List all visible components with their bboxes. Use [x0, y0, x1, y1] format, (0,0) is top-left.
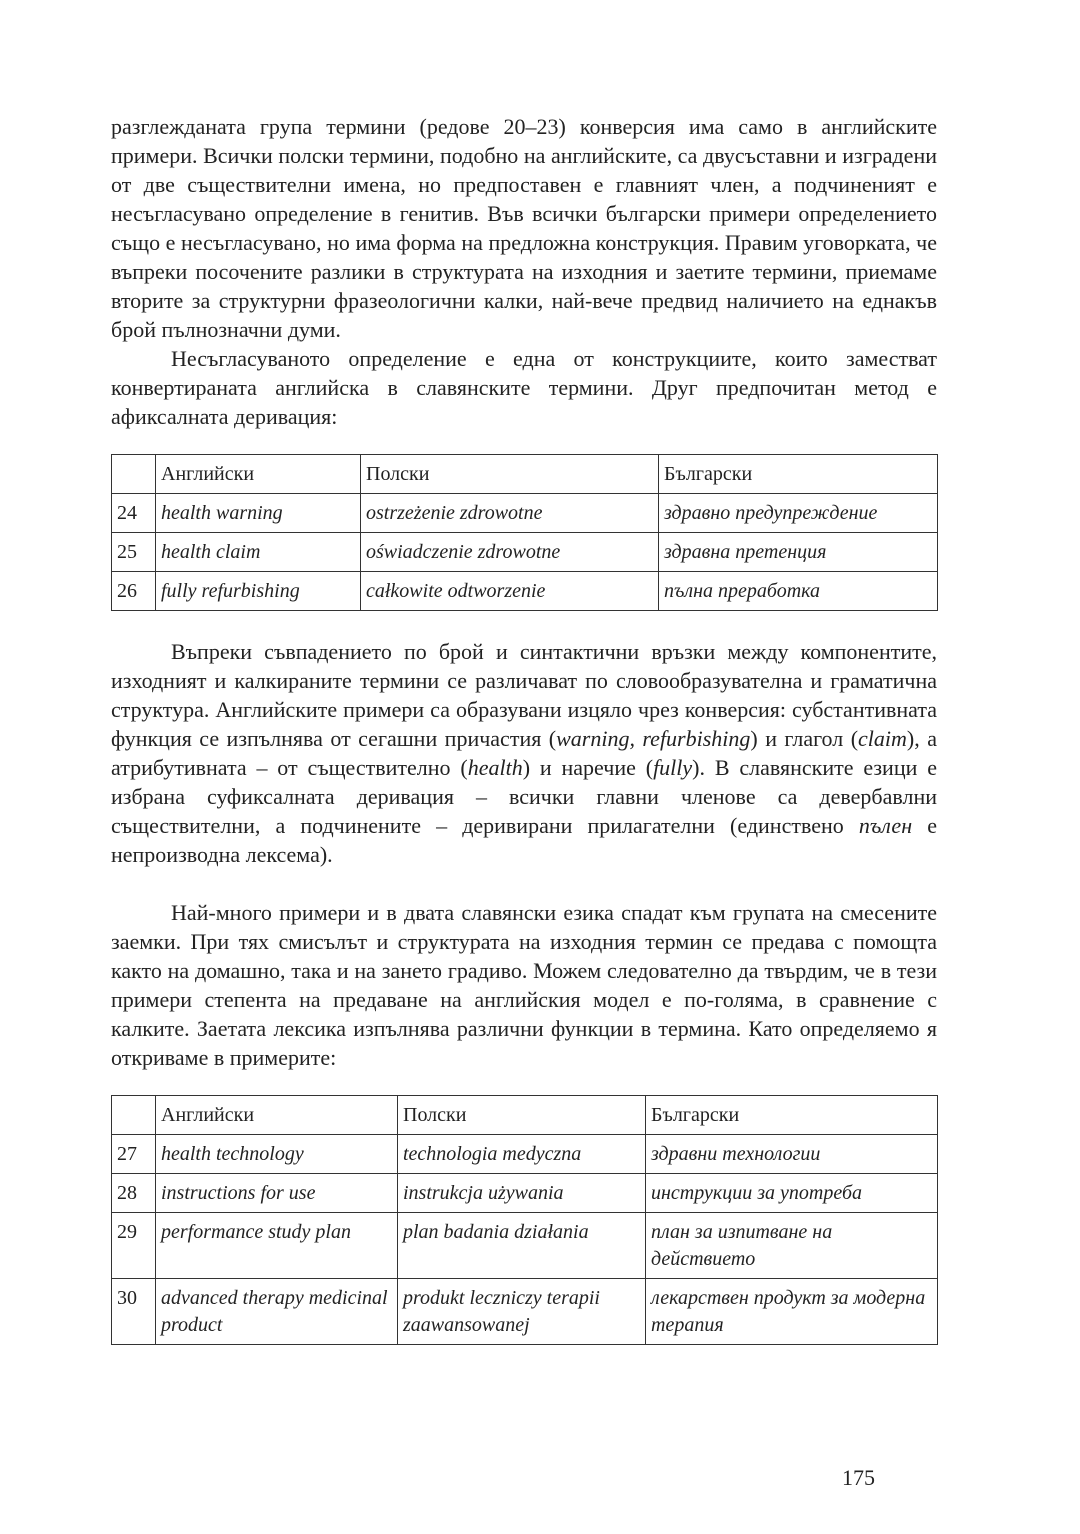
english-term: health claim [156, 533, 361, 572]
table-header-row [112, 455, 938, 494]
bulgarian-term: лекарствен продукт за модерна терапия [646, 1279, 938, 1345]
row-number: 28 [112, 1174, 156, 1213]
bulgarian-term: здравни технологии [646, 1135, 938, 1174]
table-1 [111, 454, 938, 611]
english-term: performance study plan [156, 1213, 398, 1279]
paragraph-3 [111, 637, 937, 869]
header-cell-polish: Полски [361, 455, 659, 494]
bulgarian-term: пълна преработка [659, 572, 938, 611]
row-number: 24 [112, 494, 156, 533]
paragraph-2: Несъгласуваното определение е една от конструкциите, които заместват конвертираната английска в славянските термини. Друг предпочитан метод е афиксалната деривация: [111, 346, 937, 429]
header-cell-bulgarian: Български [646, 1096, 938, 1135]
table-row [112, 494, 938, 533]
paragraph-1: разглежданата група термини (редове 20–23) конверсия има само в английските примери. Всички полски термини, подобно на английските, са двусъставни и изградени от две съществителни имена, но предпоставен е главният член, а подчиненият е несъгласувано определение в генитив. Във всички български примери определението също е несъгласувано, но има форма на предложна конструкция. Правим уговорката, че въпреки посочените разлики в структурата на изходния и заетите термини, приемаме вторите за структурни фразеологични калки, най-вече предвид наличието на еднакъв брой пълнозначни думи. [111, 114, 937, 342]
table-row [112, 1135, 938, 1174]
table-row [112, 1213, 938, 1279]
page-number: 175 [842, 1465, 875, 1490]
bulgarian-term: здравна претенция [659, 533, 938, 572]
paragraph-3-text: ). В славянските езици е избрана суфиксалната деривация – всички главни членове са девербавлни съществителни, а подчинените – деривирани прилагателни (единствено [111, 755, 937, 838]
paragraph-3-text: е непроизводна лексема). [111, 813, 938, 867]
table-row [112, 1174, 938, 1213]
paragraph-3-text: ), а атрибутивната – от съществително ( [111, 726, 937, 780]
polish-term: instrukcja używania [398, 1174, 646, 1213]
paragraph-3-term: пълен [858, 813, 913, 838]
polish-term: plan badania działania [398, 1213, 646, 1279]
paragraph-3-text: ) и глагол ( [750, 726, 859, 751]
english-term: advanced therapy medicinal product [156, 1279, 398, 1345]
polish-term: całkowite odtworzenie [361, 572, 659, 611]
english-term: health technology [156, 1135, 398, 1174]
paragraph-3-term: health [467, 755, 523, 780]
header-cell-english: Английски [156, 1096, 398, 1135]
bulgarian-term: инструкции за употреба [646, 1174, 938, 1213]
paragraph-4: Най-много примери и в двата славянски езика спадат към групата на смесените заемки. При тях смисълът и структурата на изходния термин се предава с помощта както на домашно, така и на зането градиво. Можем следователно да твърдим, че в тези примери степента на предаване на английския модел е по-голяма, в сравнение с калките. Заетата лексика изпълнява различни функции в термина. Като определяемо я откриваме в примерите: [111, 900, 937, 1070]
row-number: 25 [112, 533, 156, 572]
bulgarian-term: здравно предупреждение [659, 494, 938, 533]
polish-term: technologia medyczna [398, 1135, 646, 1174]
table-row [112, 572, 938, 611]
paragraph-3-term: claim [858, 726, 907, 751]
row-number: 27 [112, 1135, 156, 1174]
bulgarian-term: план за изпитване на действието [646, 1213, 938, 1279]
row-number: 30 [112, 1279, 156, 1345]
english-term: fully refurbishing [156, 572, 361, 611]
header-cell-english: Английски [156, 455, 361, 494]
paragraph-3-term: fully [653, 755, 693, 780]
row-number: 29 [112, 1213, 156, 1279]
english-term: health warning [156, 494, 361, 533]
table-header-row [112, 1096, 938, 1135]
polish-term: produkt leczniczy terapii zaawansowanej [398, 1279, 646, 1345]
row-number: 26 [112, 572, 156, 611]
header-cell-number [112, 455, 156, 494]
table-row [112, 1279, 938, 1345]
polish-term: ostrzeżenie zdrowotne [361, 494, 659, 533]
table-2 [111, 1095, 938, 1345]
english-term: instructions for use [156, 1174, 398, 1213]
polish-term: oświadczenie zdrowotne [361, 533, 659, 572]
page-content [111, 112, 937, 1345]
header-cell-number [112, 1096, 156, 1135]
header-cell-bulgarian: Български [659, 455, 938, 494]
paragraph-3-text: Въпреки съвпадението по брой и синтактични връзки между компонентите, изходният и калкираните термини се различават по словообразувателна и граматична структура. Английските примери са образувани изцяло чрез конверсия: субстантивната функция се изпълнява от сегашни причастия ( [111, 639, 937, 751]
header-cell-polish: Полски [398, 1096, 646, 1135]
paragraph-3-term: warning, refurbishing [556, 726, 751, 751]
paragraph-3-text: ) и наречие ( [522, 755, 654, 780]
table-row [112, 533, 938, 572]
